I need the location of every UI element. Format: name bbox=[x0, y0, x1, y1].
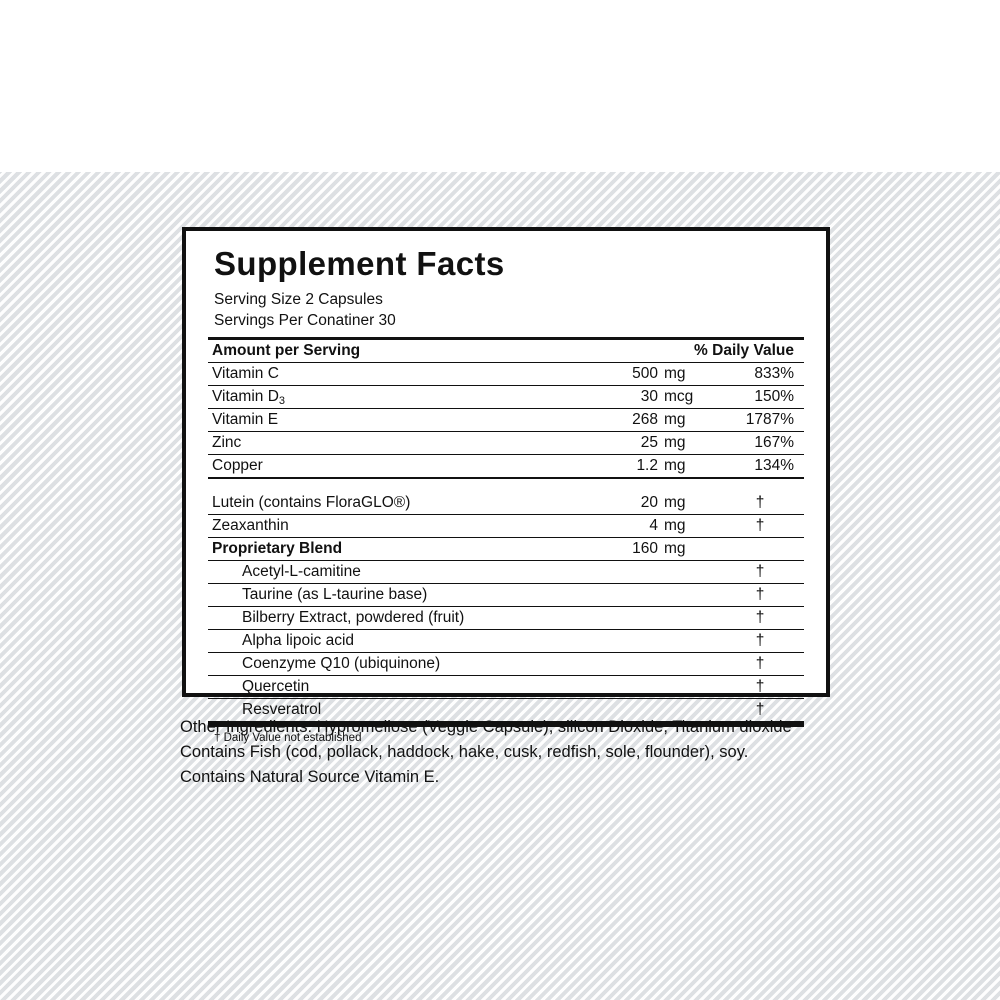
table-row bbox=[208, 515, 804, 538]
blend-item-daily-value: † bbox=[716, 607, 804, 630]
nutrient-daily-value bbox=[716, 538, 804, 561]
nutrient-unit: mg bbox=[664, 492, 716, 515]
blend-item-name: Resveratrol bbox=[208, 699, 716, 725]
nutrient-name-subscript: 3 bbox=[278, 395, 286, 408]
blend-item-name: Acetyl-L-camitine bbox=[208, 561, 716, 584]
table-row bbox=[208, 455, 804, 479]
nutrient-name: Vitamin E bbox=[208, 409, 580, 432]
table-row bbox=[208, 653, 804, 676]
nutrient-unit: mg bbox=[664, 538, 716, 561]
nutrient-amount: 30 bbox=[580, 386, 664, 409]
blend-item-daily-value: † bbox=[716, 699, 804, 725]
nutrient-amount: 20 bbox=[580, 492, 664, 515]
blend-item-daily-value: † bbox=[716, 584, 804, 607]
table-row bbox=[208, 561, 804, 584]
other-ingredients-block bbox=[180, 715, 840, 789]
nutrient-unit: mg bbox=[664, 515, 716, 538]
header-amount-per-serving: Amount per Serving bbox=[208, 339, 664, 363]
nutrient-amount: 500 bbox=[580, 363, 664, 386]
nutrient-amount: 1.2 bbox=[580, 455, 664, 479]
nutrient-name: Zinc bbox=[208, 432, 580, 455]
blend-item-daily-value: † bbox=[716, 653, 804, 676]
blend-item-daily-value: † bbox=[716, 676, 804, 699]
table-row bbox=[208, 492, 804, 515]
servings-per-container-text: Servings Per Conatiner 30 bbox=[214, 311, 396, 329]
nutrient-unit: mg bbox=[664, 432, 716, 455]
supplement-label-panel bbox=[150, 185, 850, 805]
nutrient-unit: mg bbox=[664, 455, 716, 479]
blend-item-name: Alpha lipoic acid bbox=[208, 630, 716, 653]
blend-item-daily-value: † bbox=[716, 561, 804, 584]
serving-size-text: Serving Size 2 Capsules bbox=[214, 290, 383, 308]
nutrient-unit: mcg bbox=[664, 386, 716, 409]
blend-item-name: Coenzyme Q10 (ubiquinone) bbox=[208, 653, 716, 676]
nutrient-daily-value: 167% bbox=[716, 432, 804, 455]
nutrient-name-text: Vitamin D bbox=[212, 388, 279, 406]
nutrient-name: Vitamin C bbox=[208, 363, 580, 386]
blend-item-name: Bilberry Extract, powdered (fruit) bbox=[208, 607, 716, 630]
nutrient-amount: 268 bbox=[580, 409, 664, 432]
nutrient-name: Zeaxanthin bbox=[208, 515, 580, 538]
table-row bbox=[208, 630, 804, 653]
nutrient-daily-value: † bbox=[716, 492, 804, 515]
nutrient-unit: mg bbox=[664, 409, 716, 432]
blend-item-name: Quercetin bbox=[208, 676, 716, 699]
page-title: Supplement Facts bbox=[214, 245, 505, 282]
table-row bbox=[208, 584, 804, 607]
other-ingredients-line-1: Other Ingredients: Hypromellose (Veggie Capsule), silicon Dioxide, Titanium dioxide bbox=[180, 718, 792, 736]
table-row bbox=[208, 386, 804, 409]
table-row bbox=[208, 432, 804, 455]
header-daily-value: % Daily Value bbox=[664, 339, 804, 363]
nutrition-table bbox=[208, 337, 804, 727]
nutrient-daily-value: 833% bbox=[716, 363, 804, 386]
table-header-row bbox=[208, 339, 804, 363]
contains-fish-line: Contains Fish (cod, pollack, haddock, hake, cusk, redfish, sole, flounder), soy. bbox=[180, 742, 749, 761]
nutrient-unit: mg bbox=[664, 363, 716, 386]
nutrient-name bbox=[208, 386, 580, 409]
table-row bbox=[208, 363, 804, 386]
nutrient-daily-value: 134% bbox=[716, 455, 804, 479]
contains-vitamin-e-line: Contains Natural Source Vitamin E. bbox=[180, 767, 440, 786]
nutrient-daily-value: † bbox=[716, 515, 804, 538]
table-row bbox=[208, 607, 804, 630]
table-row bbox=[208, 409, 804, 432]
nutrient-amount: 4 bbox=[580, 515, 664, 538]
nutrient-name: Lutein (contains FloraGLO®) bbox=[208, 492, 580, 515]
table-row bbox=[208, 676, 804, 699]
table-spacer-row bbox=[208, 478, 804, 492]
blend-item-daily-value: † bbox=[716, 630, 804, 653]
supplement-facts-inner bbox=[186, 231, 826, 750]
daily-value-footnote: † Daily Value not established bbox=[214, 732, 362, 745]
nutrient-daily-value: 1787% bbox=[716, 409, 804, 432]
nutrient-amount: 25 bbox=[580, 432, 664, 455]
table-row bbox=[208, 538, 804, 561]
nutrient-daily-value: 150% bbox=[716, 386, 804, 409]
nutrient-name: Proprietary Blend bbox=[208, 538, 580, 561]
nutrient-amount: 160 bbox=[580, 538, 664, 561]
blend-item-name: Taurine (as L-taurine base) bbox=[208, 584, 716, 607]
nutrient-name: Copper bbox=[208, 455, 580, 479]
